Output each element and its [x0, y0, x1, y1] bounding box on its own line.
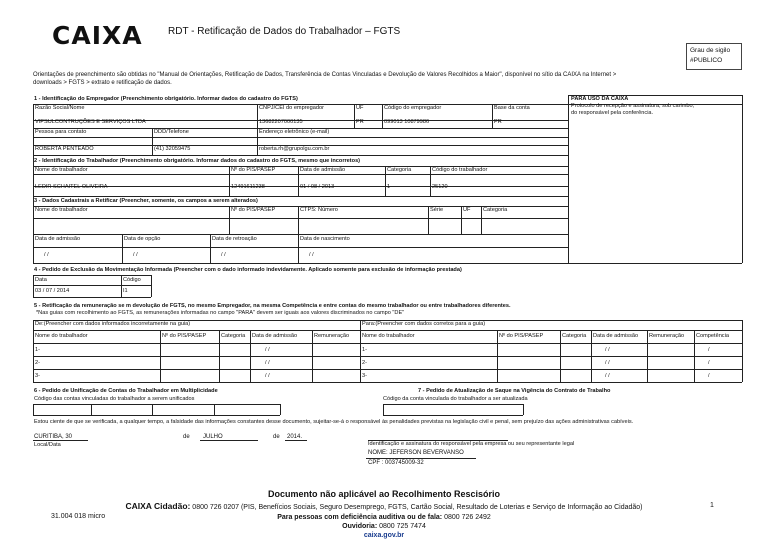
footer-ouvidoria — [0, 522, 768, 531]
base-conta-label: Base da conta — [494, 105, 530, 111]
s5-de-row-1: 1- — [35, 347, 40, 353]
s5-de-col-categoria: Categoria — [221, 333, 246, 339]
nome-trabalhador-value: LEDIR SCHAITEL OLIVEIRA — [35, 184, 108, 190]
section-6-sub: Código das contas vinculadas do trabalhador a serem unificados — [34, 396, 195, 402]
footer-deficiencia — [0, 513, 768, 522]
nome-trabalhador-label: Nome do trabalhador — [35, 167, 88, 173]
s5-para-row-1: 1- — [362, 347, 367, 353]
footer-form-code: 31.004 018 micro — [51, 513, 106, 520]
s5-para-label: Para:(Preencher com dados corretos para a guia) — [362, 321, 486, 327]
s5-para-date-3: / / — [605, 373, 610, 379]
s4-codigo-value: I1 — [123, 288, 128, 294]
s3-admissao-blank: / / — [44, 252, 49, 258]
codigo-empregador-value: 099013 10879986 — [384, 119, 430, 125]
footer-site-link[interactable]: caixa.gov.br — [363, 532, 405, 539]
cnpj-label: CNPJ/CEI do empregador — [259, 105, 324, 111]
s5-de-col-admissao: Data de admissão — [252, 333, 298, 339]
footer-page-number: 1 — [710, 502, 714, 509]
contato-label: Pessoa para contato — [35, 129, 87, 135]
caixa-logo: CAIXA — [52, 21, 143, 50]
section-5-note: *Nas guias com recolhimento ao FGTS, as remunerações informadas no campo "PARA" devem ser iguais aos valores discriminados no campo "DE" — [36, 310, 405, 316]
s3-opcao-label: Data de opção — [124, 236, 161, 242]
section-7-title: 7 - Pedido de Atualização de Saque na Vigência do Contrato de Trabalho — [418, 388, 611, 394]
s5-de-row-2: 2- — [35, 360, 40, 366]
s5-para-col-categoria: Categoria — [562, 333, 587, 339]
codigo-trabalhador-value: 25120 — [432, 184, 448, 190]
s3-pis-label: Nº do PIS/PASEP — [231, 207, 276, 213]
categoria-label: Categoria — [387, 167, 412, 173]
email-label: Endereço eletrônico (e-mail) — [259, 129, 330, 135]
section-3-title: 3 - Dados Cadastrais a Retificar (Preencher, somente, os campos a serem alterados) — [34, 198, 258, 204]
s5-para-col-admissao: Data de admissão — [593, 333, 639, 339]
responsavel-cpf: CPF : 003745009-32 — [368, 460, 424, 466]
categoria-value: 1 — [387, 184, 391, 190]
pis-value: 12491611238 — [231, 184, 265, 190]
s3-nascimento-blank: / / — [309, 252, 314, 258]
uso-caixa-text-2: do responsável pela conferência. — [571, 110, 654, 116]
s3-serie-label: Série — [430, 207, 444, 213]
footer-deficiencia-text: 0800 726 2492 — [444, 514, 491, 521]
grau-sigilo-box — [686, 43, 742, 70]
section-5-title: 5 - Retificação da remuneração se m devolução de FGTS, no mesmo Empregador, na mesma Competência e entre contas do mesmo trabalhador ou entre trabalhadores diferentes. — [34, 303, 511, 309]
local-data-label: Local/Data — [34, 442, 61, 448]
s5-de-col-nome: Nome do trabalhador — [35, 333, 88, 339]
s5-para-row-2: 2- — [362, 360, 367, 366]
s5-comp-1: / — [708, 347, 710, 353]
s5-de-row-3: 3- — [35, 373, 40, 379]
razao-social-label: Razão Social/Nome — [35, 105, 85, 111]
section-4-title: 4 - Pedido de Exclusão da Movimentação Informada (Preencher com o dado informado indevidamente. Aplicado somente para exclusão de informação prestada) — [34, 267, 462, 273]
s5-para-col-nome: Nome do trabalhador — [362, 333, 415, 339]
grau-sigilo-value: #PUBLICO — [690, 57, 723, 64]
s5-para-col-remuneracao: Remuneração — [649, 333, 685, 339]
section-7-sub: Código da conta vinculada do trabalhador a ser atualizada — [383, 396, 528, 402]
data-admissao-label: Data de admissão — [300, 167, 346, 173]
telefone-label: DDD/Telefone — [154, 129, 189, 135]
footer-caixa-cidadao-text: 0800 726 0207 (PIS, Benefícios Sociais, Seguro Desemprego, FGTS, Cartão Social, Resultado de Loterias e Serviço de Informação ao Cidadão) — [192, 504, 643, 511]
uf-label: UF — [356, 105, 364, 111]
s3-uf-label: UF — [463, 207, 471, 213]
intro-line-2: downloads > FGTS > extrato e retificação de dados. — [33, 80, 172, 86]
base-conta-value: PR — [494, 119, 502, 125]
uso-caixa-title: PARA USO DA CAIXA — [571, 96, 629, 102]
grau-sigilo-label: Grau de sigilo — [690, 47, 731, 54]
s5-de-date-2: / / — [265, 360, 270, 366]
telefone-value: (41) 32059475 — [154, 146, 191, 152]
s3-admissao-label: Data de admissão — [35, 236, 81, 242]
signature-month: JULHO — [203, 434, 223, 440]
section-1-title: 1 - Identificação do Empregador (Preenchimento obrigatório. Informar dados do cadastro do FGTS) — [34, 96, 298, 102]
s5-para-date-1: / / — [605, 347, 610, 353]
s5-para-date-2: / / — [605, 360, 610, 366]
s5-de-label: De:(Preencher com dados informados incorretamente na guia) — [35, 321, 191, 327]
s5-de-date-3: / / — [265, 373, 270, 379]
s5-comp-2: / — [708, 360, 710, 366]
s3-nome-label: Nome do trabalhador — [35, 207, 88, 213]
section-6-title: 6 - Pedido de Unificação de Contas do Trabalhador em Multiplicidade — [34, 388, 218, 394]
s4-codigo-label: Código — [123, 277, 141, 283]
s3-ctps-label: CTPS: Número — [300, 207, 338, 213]
responsavel-label: Identificação e assinatura do responsável pela empresa ou seu representante legal — [368, 441, 575, 447]
pis-label: Nº do PIS/PASEP — [231, 167, 276, 173]
s5-de-col-remuneracao: Remuneração — [314, 333, 350, 339]
section-2-title: 2 - Identificação do Trabalhador (Preenchimento obrigatório. Informar dados do cadastro do FGTS, mesmo que incorretos) — [34, 158, 361, 164]
signature-de-2: de — [273, 434, 280, 440]
s5-para-col-pis: Nº do PIS/PASEP — [499, 333, 544, 339]
cnpj-value: 13682207000135 — [259, 119, 303, 125]
contato-value: ROBERTA PENTEADO — [35, 146, 94, 152]
s5-de-col-pis: Nº do PIS/PASEP — [162, 333, 207, 339]
uf-value: PR — [356, 119, 364, 125]
s3-retroacao-label: Data de retroação — [212, 236, 257, 242]
uso-caixa-text-1: Protocolo de recepção e assinatura, sob carimbo, — [571, 103, 695, 109]
s5-para-row-3: 3- — [362, 373, 367, 379]
intro-line-1: Orientações de preenchimento são obtidas no "Manual de Orientações, Retificação de Dados, Transferência de Contas Vinculadas e Devolução de Valores Recolhidos a Maior", disponível no sítio da CAIXA na Internet > — [33, 72, 617, 78]
footer-ouvidoria-label: Ouvidoria: — [342, 523, 378, 530]
footer-caixa-cidadao-label: CAIXA Cidadão: — [125, 501, 191, 511]
s5-de-date-1: / / — [265, 347, 270, 353]
s3-categoria-label: Categoria — [483, 207, 508, 213]
razao-social-value: VIPSULCONTRUÇÕES E SERVIÇOS LTDA — [35, 119, 146, 125]
signature-city: CURITIBA, 30 — [34, 434, 73, 440]
footer-caixa-cidadao — [0, 502, 768, 512]
footer-nao-aplicavel: Documento não aplicável ao Recolhimento Rescisório — [267, 489, 501, 499]
declaration-text: Estou ciente de que se verificada, a qualquer tempo, a falsidade das informações constantes desse documento, sujeitar-se-á o responsável às penalidades previstas na legislação civil e penal, sem prejuízo das ações administrativas cabíveis. — [34, 419, 634, 425]
codigo-trabalhador-label: Código do trabalhador — [432, 167, 488, 173]
email-value: roberta.rh@grupolgu.com.br — [259, 146, 330, 152]
footer-ouvidoria-text: 0800 725 7474 — [379, 523, 426, 530]
footer-deficiencia-label: Para pessoas com deficiência auditiva ou de fala: — [277, 514, 443, 521]
s5-comp-3: / — [708, 373, 710, 379]
s5-para-col-competencia: Competência — [696, 333, 729, 339]
s4-data-label: Data — [35, 277, 47, 283]
s3-retroacao-blank: / / — [221, 252, 226, 258]
codigo-empregador-label: Código do empregador — [384, 105, 442, 111]
data-admissao-value: 01 / 08 / 2013 — [300, 184, 335, 190]
s3-nascimento-label: Data de nascimento — [300, 236, 350, 242]
s3-opcao-blank: / / — [133, 252, 138, 258]
s4-data-value: 03 / 07 / 2014 — [35, 288, 70, 294]
signature-year: 2014. — [287, 434, 303, 440]
signature-de-1: de — [183, 434, 190, 440]
responsavel-nome: NOME: JEFERSON BEVERVANSO — [368, 450, 464, 456]
form-title: RDT - Retificação de Dados do Trabalhador – FGTS — [168, 26, 401, 37]
